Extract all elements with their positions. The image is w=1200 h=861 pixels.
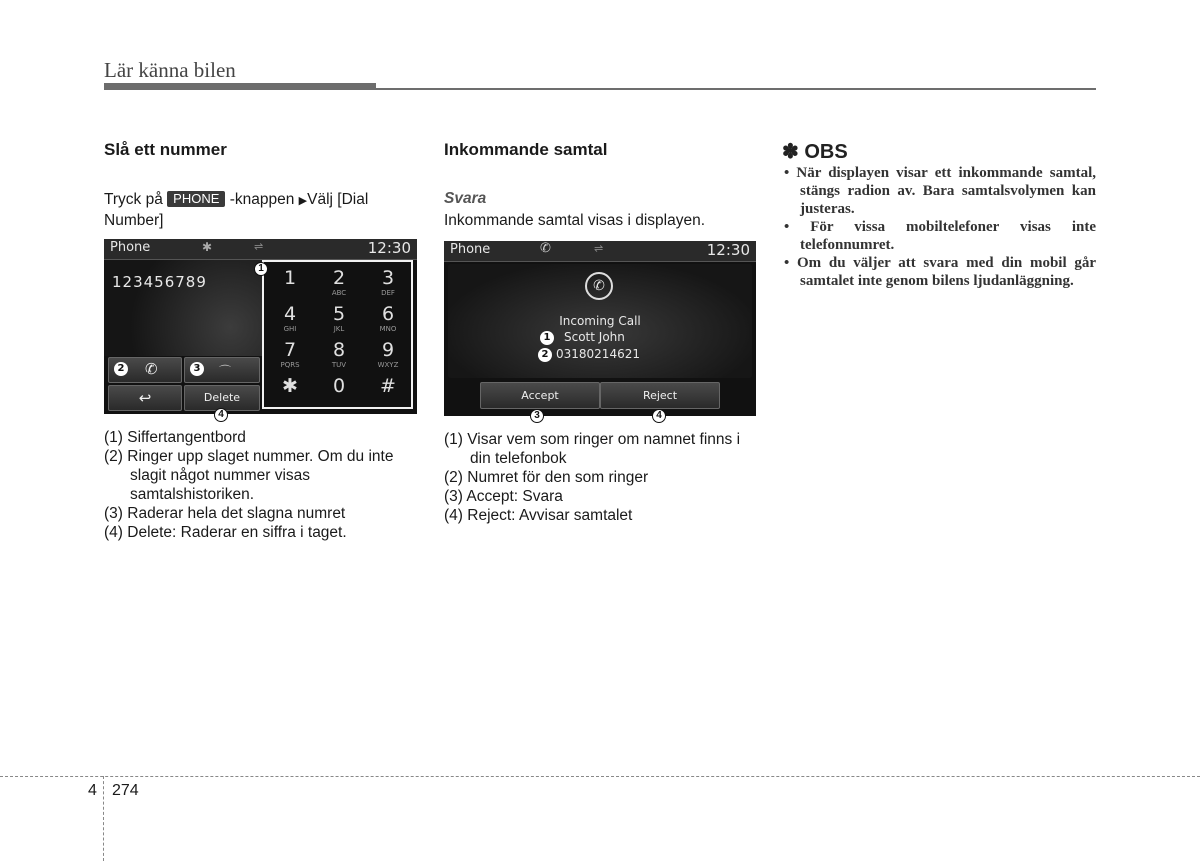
dial-status-bar bbox=[104, 239, 417, 260]
intro-prefix: Tryck på bbox=[104, 191, 163, 208]
keypad-digit: 7 bbox=[283, 339, 297, 361]
chapter-number: 4 bbox=[88, 782, 97, 799]
caption-item: (1) Visar vem som ringer om namnet finns i din telefonbok bbox=[444, 431, 741, 467]
keypad-letters: JKL bbox=[333, 325, 345, 333]
keypad-digit: 0 bbox=[332, 375, 346, 397]
keypad-key[interactable] bbox=[315, 336, 363, 372]
keypad-key[interactable] bbox=[364, 300, 412, 336]
incoming-screen-clock: 12:30 bbox=[706, 241, 750, 259]
delete-button[interactable]: Delete bbox=[184, 385, 260, 411]
keypad-letters: PQRS bbox=[280, 361, 300, 369]
callout-2: 2 bbox=[538, 348, 552, 362]
numeric-keypad bbox=[264, 262, 411, 407]
footer-dashed-divider bbox=[103, 776, 104, 861]
caption-item: (2) Ringer upp slaget nummer. Om du inte slagit något nummer visas samtalshistoriken. bbox=[104, 448, 394, 503]
intro-middle: -knappen bbox=[229, 191, 295, 208]
caption-item: (4) Reject: Avvisar samtalet bbox=[444, 507, 633, 524]
incoming-captions bbox=[444, 430, 756, 525]
intro-suffix: Välj [Dial Number] bbox=[104, 191, 369, 229]
subheading-answer: Svara bbox=[444, 190, 487, 207]
keypad-key[interactable] bbox=[266, 264, 314, 300]
keypad-letters: GHI bbox=[283, 325, 297, 333]
keypad-letters: MNO bbox=[379, 325, 397, 333]
note-item: • Om du väljer att svara med din mobil går samtalet inte genom bilens ljudanläggning. bbox=[784, 255, 1096, 289]
obs-notes bbox=[784, 164, 1096, 290]
dial-screen-title: Phone bbox=[110, 240, 151, 255]
keypad-digit: 9 bbox=[381, 339, 395, 361]
keypad-digit: 6 bbox=[381, 303, 395, 325]
incoming-call-screen bbox=[444, 241, 756, 416]
callout-2: 2 bbox=[114, 362, 128, 376]
incoming-screen-title: Phone bbox=[450, 242, 491, 257]
keypad-digit: 8 bbox=[332, 339, 346, 361]
usb-icon: ⇌ bbox=[254, 240, 264, 253]
keypad-letters: ABC bbox=[331, 289, 347, 297]
phone-call-icon: ✆ bbox=[585, 272, 613, 300]
callout-3: 3 bbox=[530, 409, 544, 423]
usb-icon: ⇌ bbox=[594, 242, 604, 255]
back-arrow-icon: ↩ bbox=[138, 389, 152, 407]
header-rule-thick bbox=[104, 83, 376, 90]
keypad-digit: ✱ bbox=[282, 375, 298, 397]
footer-dashed-line bbox=[0, 776, 1200, 777]
keypad-key[interactable] bbox=[315, 300, 363, 336]
keypad-key[interactable] bbox=[364, 264, 412, 300]
keypad-key[interactable] bbox=[364, 336, 412, 372]
keypad-digit: 1 bbox=[283, 267, 297, 289]
section-heading-dial: Slå ett nummer bbox=[104, 140, 227, 159]
page-header-title: Lär känna bilen bbox=[104, 58, 236, 82]
caption-item: (4) Delete: Raderar en siffra i taget. bbox=[104, 524, 347, 541]
reject-button[interactable]: Reject bbox=[600, 382, 720, 409]
keypad-digit: 3 bbox=[381, 267, 395, 289]
incoming-intro: Inkommande samtal visas i displayen. bbox=[444, 212, 706, 229]
dial-instructions bbox=[104, 190, 418, 230]
caption-item: (3) Accept: Svara bbox=[444, 488, 563, 505]
caption-item: (2) Numret för den som ringer bbox=[444, 469, 649, 486]
keypad-digit: # bbox=[380, 375, 396, 397]
callout-1: 1 bbox=[254, 262, 268, 276]
keypad-letters: WXYZ bbox=[377, 361, 399, 369]
callout-3: 3 bbox=[190, 362, 204, 376]
dial-screen-clock: 12:30 bbox=[367, 239, 411, 257]
keypad-digit: 5 bbox=[332, 303, 346, 325]
obs-heading: ✽ OBS bbox=[782, 141, 848, 163]
dialed-number: 123456789 bbox=[112, 273, 207, 291]
keypad-key[interactable] bbox=[266, 300, 314, 336]
caption-item: (3) Raderar hela det slagna numret bbox=[104, 505, 346, 522]
keypad-digit: 2 bbox=[332, 267, 346, 289]
keypad-key[interactable] bbox=[364, 372, 412, 408]
caller-number: 03180214621 bbox=[556, 347, 640, 361]
incoming-status-bar bbox=[444, 241, 756, 262]
callout-1: 1 bbox=[540, 331, 554, 345]
keypad-key[interactable] bbox=[266, 372, 314, 408]
arrow-right-icon: ▶ bbox=[298, 195, 308, 207]
dial-captions bbox=[104, 428, 418, 542]
note-item: • För vissa mobiltelefoner visas inte telefonnumret. bbox=[784, 219, 1096, 253]
keypad-digit: 4 bbox=[283, 303, 297, 325]
section-heading-incoming: Inkommande samtal bbox=[444, 140, 608, 159]
end-clear-button[interactable] bbox=[184, 357, 260, 383]
keypad-key[interactable] bbox=[315, 264, 363, 300]
incoming-call-status: Incoming Call bbox=[559, 314, 641, 328]
keypad-key[interactable] bbox=[315, 372, 363, 408]
phone-key-label: PHONE bbox=[167, 191, 225, 207]
call-button[interactable] bbox=[108, 357, 182, 383]
page-number: 274 bbox=[112, 782, 139, 799]
keypad-letters: DEF bbox=[381, 289, 395, 297]
header-rule-thin bbox=[376, 88, 1096, 90]
bluetooth-icon: ✱ bbox=[202, 240, 213, 254]
hangup-icon: ⌒ bbox=[219, 364, 232, 378]
note-item: • När displayen visar ett inkommande samtal, stängs radion av. Bara samtalsvolymen kan justeras. bbox=[784, 165, 1096, 217]
accept-button[interactable]: Accept bbox=[480, 382, 600, 409]
back-button[interactable] bbox=[108, 385, 182, 411]
caller-name: Scott John bbox=[564, 330, 625, 344]
keypad-key[interactable] bbox=[266, 336, 314, 372]
keypad-letters: TUV bbox=[331, 361, 347, 369]
handset-status-icon: ✆ bbox=[540, 241, 551, 256]
caption-item: (1) Siffertangentbord bbox=[104, 429, 246, 446]
handset-icon: ✆ bbox=[145, 360, 158, 378]
callout-4: 4 bbox=[652, 409, 666, 423]
callout-4: 4 bbox=[214, 408, 228, 422]
